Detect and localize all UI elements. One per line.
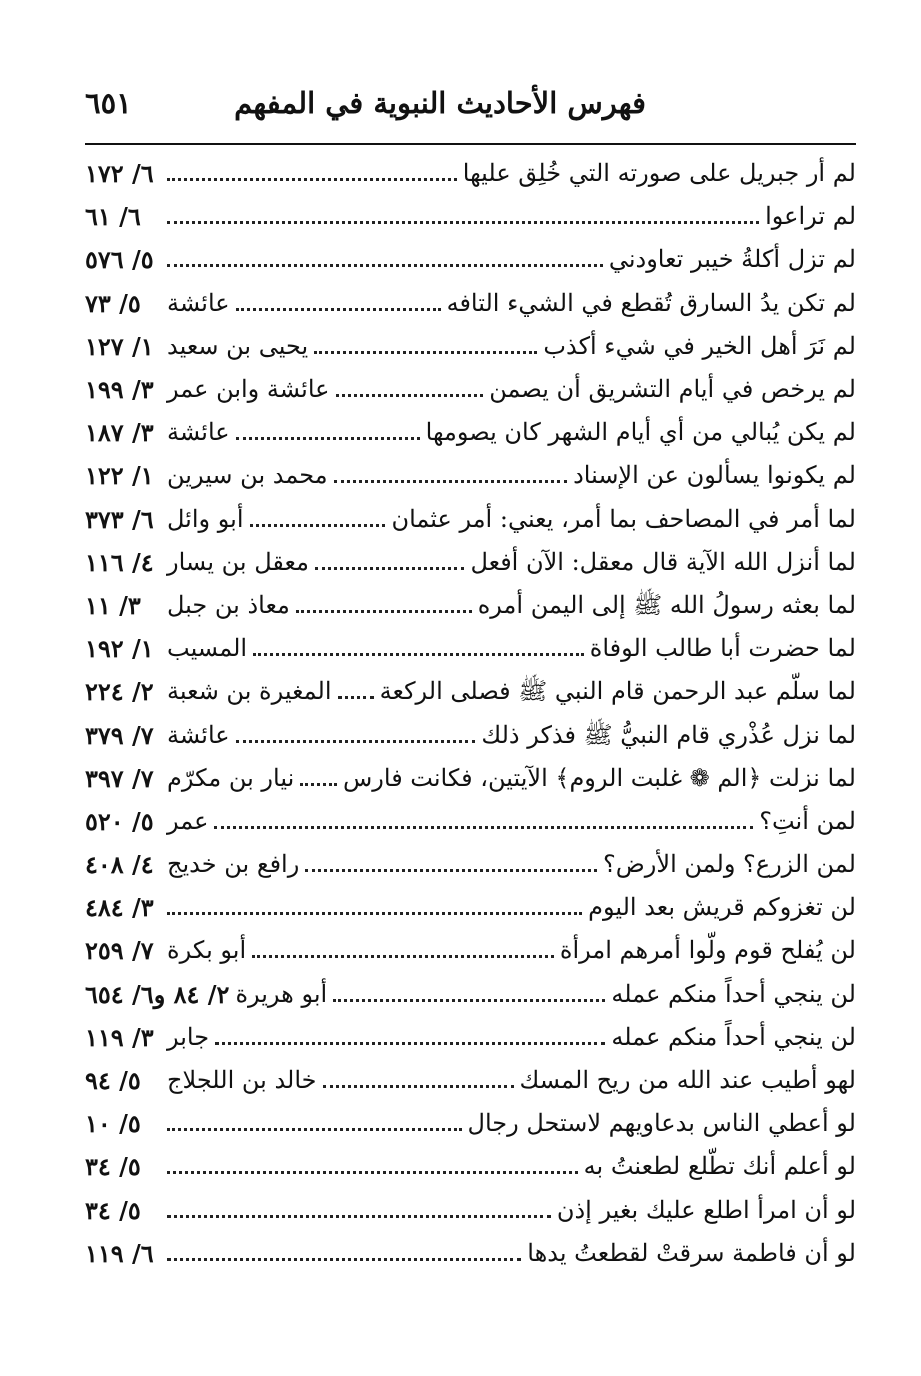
dot-leader xyxy=(334,460,568,483)
dot-leader xyxy=(323,1065,514,1088)
narrator-name: عائشة xyxy=(167,288,230,317)
volume-page-ref: ٦/ ٣٧٣ xyxy=(85,504,154,534)
volume-page-ref: ٧/ ٣٧٩ xyxy=(85,720,154,750)
header-divider xyxy=(85,143,856,145)
dot-leader xyxy=(167,1151,578,1174)
hadith-text: لم يكونوا يسألون عن الإسناد xyxy=(573,461,856,490)
volume-page-ref: ٥/ ٥٧٦ xyxy=(85,245,154,275)
volume-page-ref: ٣/ ١١٩ xyxy=(85,1022,154,1052)
dot-leader xyxy=(215,1022,605,1045)
volume-page-ref: ٦/ ١٧٢ xyxy=(85,159,154,189)
narrator-name: عائشة xyxy=(167,720,230,749)
narrator-name: المغيرة بن شعبة xyxy=(167,677,332,706)
page-title: فهرس الأحاديث النبوية في المفهم xyxy=(234,86,646,120)
hadith-text: لم يرخص في أيام التشريق أن يصمن xyxy=(489,375,856,404)
index-entry xyxy=(85,1145,856,1188)
index-entry xyxy=(85,627,856,670)
hadith-text: لن ينجي أحداً منكم عمله xyxy=(611,1022,856,1051)
index-entry xyxy=(85,1102,856,1145)
index-entry xyxy=(85,1189,856,1232)
dot-leader xyxy=(250,504,386,527)
narrator-name: خالد بن اللجلاج xyxy=(167,1066,317,1095)
volume-page-ref: ٢/ ٨٤ و٦/ ٦٥٤ xyxy=(85,979,230,1009)
narrator-name: معقل بن يسار xyxy=(167,547,309,576)
hadith-text: لن ينجي أحداً منكم عمله xyxy=(611,979,856,1008)
index-entry xyxy=(85,498,856,541)
hadith-text: لهو أطيب عند الله من ريح المسك xyxy=(519,1066,856,1095)
dot-leader xyxy=(236,720,476,743)
volume-page-ref: ٢/ ٢٢٤ xyxy=(85,677,154,707)
volume-page-ref: ٥/ ١٠ xyxy=(85,1109,141,1139)
hadith-text: لما أنزل الله الآية قال معقل: الآن أفعل xyxy=(470,547,856,576)
hadith-index-list xyxy=(85,152,856,1275)
dot-leader xyxy=(338,676,374,699)
narrator-name: محمد بن سيرين xyxy=(167,461,328,490)
hadith-text: لما نزل عُذْري قام النبيُّ ﷺ فذكر ذلك xyxy=(481,720,856,749)
hadith-text: لن يُفلح قوم ولّوا أمرهم امرأة xyxy=(559,936,856,965)
index-entry xyxy=(85,886,856,929)
volume-page-ref: ٤/ ٤٠٨ xyxy=(85,850,154,880)
hadith-text: لو أعطي الناس بدعاويهم لاستحل رجال xyxy=(467,1109,856,1138)
dot-leader xyxy=(336,374,484,397)
volume-page-ref: ٥/ ٧٣ xyxy=(85,288,141,318)
dot-leader xyxy=(167,244,603,267)
index-entry xyxy=(85,757,856,800)
volume-page-ref: ٣/ ٤٨٤ xyxy=(85,893,154,923)
index-entry xyxy=(85,973,856,1016)
dot-leader xyxy=(314,331,537,354)
hadith-text: لم تكن يدُ السارق تُقطع في الشيء التافه xyxy=(446,288,856,317)
volume-page-ref: ٥/ ٥٢٠ xyxy=(85,806,154,836)
volume-page-ref: ٦/ ٦١ xyxy=(85,202,141,232)
index-entry xyxy=(85,584,856,627)
hadith-text: لما حضرت أبا طالب الوفاة xyxy=(589,634,856,663)
page-header xyxy=(85,82,856,132)
hadith-text: لو أعلم أنك تطّلع لطعنتُ به xyxy=(583,1152,856,1181)
dot-leader xyxy=(333,979,605,1002)
hadith-text: لن تغزوكم قريش بعد اليوم xyxy=(588,893,856,922)
index-entry xyxy=(85,325,856,368)
narrator-name: أبو هريرة xyxy=(235,979,328,1008)
narrator-name: عائشة xyxy=(167,418,230,447)
volume-page-ref: ٥/ ٣٤ xyxy=(85,1152,141,1182)
index-entry xyxy=(85,713,856,756)
index-entry xyxy=(85,670,856,713)
dot-leader xyxy=(167,1238,521,1261)
narrator-name: المسيب xyxy=(167,634,248,663)
hadith-text: لم تراعوا xyxy=(765,202,856,231)
hadith-text: لم يكن يُبالي من أي أيام الشهر كان يصومها xyxy=(425,418,856,447)
dot-leader xyxy=(296,590,472,613)
volume-page-ref: ٣/ ١١ xyxy=(85,590,141,620)
index-entry xyxy=(85,368,856,411)
hadith-text: لما أمر في المصاحف بما أمر، يعني: أمر عثمان xyxy=(391,504,856,533)
volume-page-ref: ٧/ ٢٥٩ xyxy=(85,936,154,966)
index-entry xyxy=(85,843,856,886)
hadith-text: لمن الزرع؟ ولمن الأرض؟ xyxy=(603,850,856,879)
index-entry xyxy=(85,238,856,281)
dot-leader xyxy=(236,417,420,440)
index-entry xyxy=(85,1016,856,1059)
narrator-name: معاذ بن جبل xyxy=(167,590,290,619)
index-entry xyxy=(85,800,856,843)
narrator-name: جابر xyxy=(167,1022,210,1051)
hadith-text: لم نَرَ أهل الخير في شيء أكذب xyxy=(543,331,856,360)
dot-leader xyxy=(253,633,584,656)
index-entry xyxy=(85,282,856,325)
volume-page-ref: ٤/ ١١٦ xyxy=(85,547,154,577)
dot-leader xyxy=(300,763,337,786)
hadith-text: لو أن امرأ اطلع عليك بغير إذن xyxy=(556,1195,856,1224)
dot-leader xyxy=(315,547,464,570)
volume-page-ref: ١/ ١٢٢ xyxy=(85,461,154,491)
dot-leader xyxy=(236,288,441,311)
narrator-name: يحيى بن سعيد xyxy=(167,331,309,360)
volume-page-ref: ١/ ١٢٧ xyxy=(85,331,154,361)
volume-page-ref: ٦/ ١١٩ xyxy=(85,1238,154,1268)
volume-page-ref: ١/ ١٩٢ xyxy=(85,634,154,664)
index-entry xyxy=(85,152,856,195)
volume-page-ref: ٥/ ٩٤ xyxy=(85,1066,141,1096)
volume-page-ref: ٣/ ١٩٩ xyxy=(85,375,154,405)
volume-page-ref: ٣/ ١٨٧ xyxy=(85,418,154,448)
volume-page-ref: ٥/ ٣٤ xyxy=(85,1195,141,1225)
narrator-name: أبو وائل xyxy=(167,504,244,533)
dot-leader xyxy=(167,158,457,181)
narrator-name: نيار بن مكرّم xyxy=(167,763,295,792)
dot-leader xyxy=(252,935,554,958)
index-entry xyxy=(85,541,856,584)
index-entry xyxy=(85,411,856,454)
index-entry xyxy=(85,195,856,238)
narrator-name: عائشة وابن عمر xyxy=(167,375,330,404)
hadith-text: لو أن فاطمة سرقتْ لقطعتُ يدها xyxy=(527,1238,856,1267)
index-entry xyxy=(85,1059,856,1102)
volume-page-ref: ٧/ ٣٩٧ xyxy=(85,763,154,793)
hadith-text: لما بعثه رسولُ الله ﷺ إلى اليمن أمره xyxy=(477,590,856,619)
index-entry xyxy=(85,454,856,497)
hadith-text: لما سلّم عبد الرحمن قام النبي ﷺ فصلى الركعة xyxy=(379,677,856,706)
narrator-name: عمر xyxy=(167,806,209,835)
index-entry xyxy=(85,1232,856,1275)
dot-leader xyxy=(214,806,753,829)
hadith-text: لمن أنتِ؟ xyxy=(759,806,856,835)
dot-leader xyxy=(167,201,759,224)
index-entry xyxy=(85,929,856,972)
dot-leader xyxy=(167,1195,551,1218)
hadith-text: لم أر جبريل على صورته التي خُلِق عليها xyxy=(462,159,856,188)
dot-leader xyxy=(167,892,582,915)
narrator-name: رافع بن خديج xyxy=(167,850,300,879)
hadith-text: لما نزلت ﴿الم ❁ غلبت الروم﴾ الآيتين، فكانت فارس xyxy=(343,763,856,792)
dot-leader xyxy=(167,1108,462,1131)
page-number: ٦٥١ xyxy=(85,86,132,120)
narrator-name: أبو بكرة xyxy=(167,936,247,965)
dot-leader xyxy=(305,849,597,872)
hadith-text: لم تزل أكلةُ خيبر تعاودني xyxy=(608,245,856,274)
